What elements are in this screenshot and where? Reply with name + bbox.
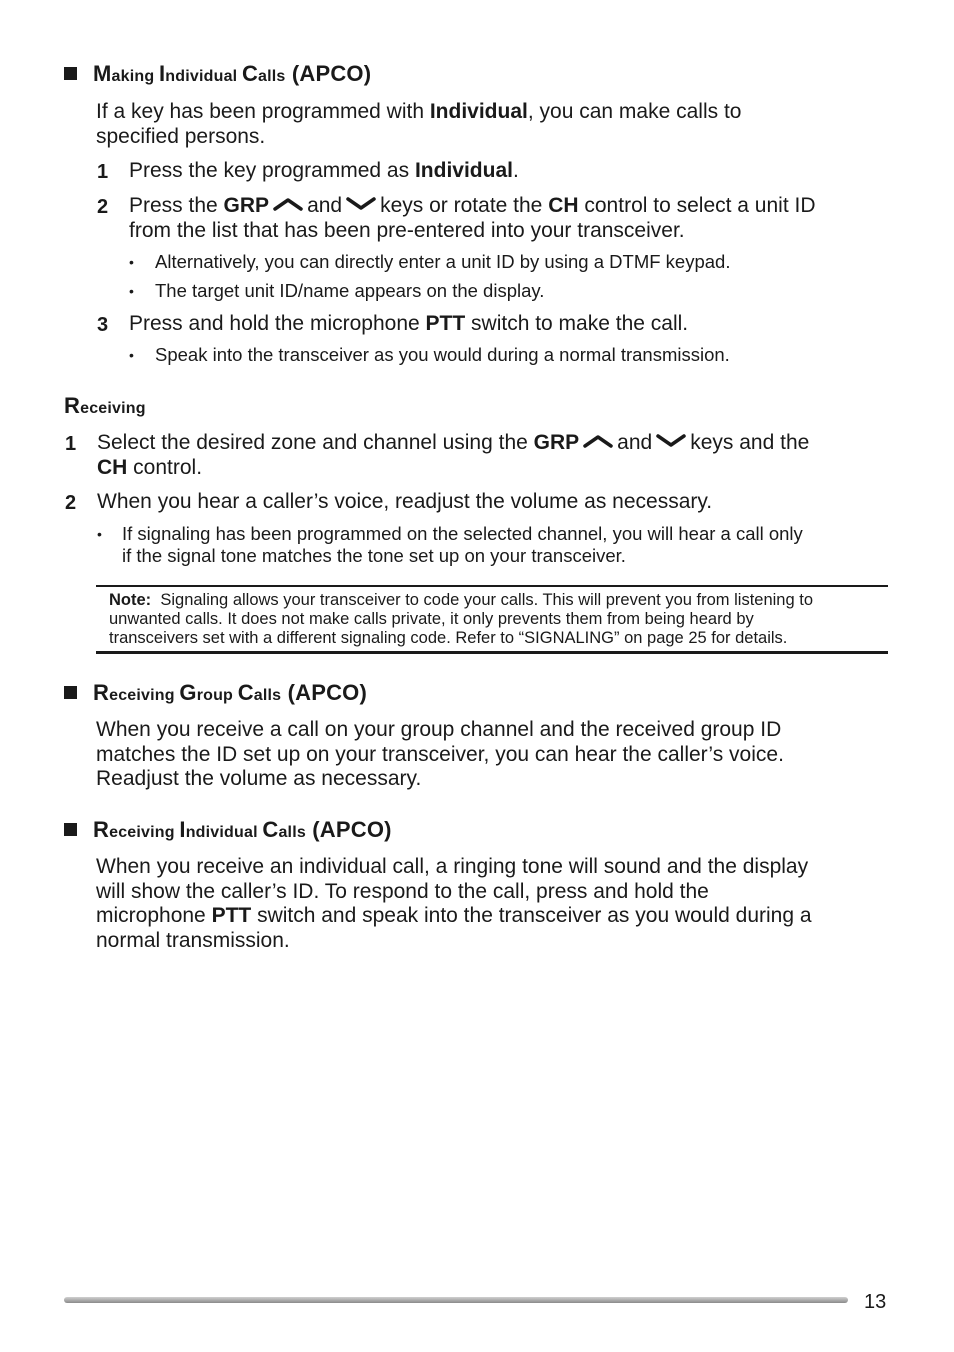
heading-receiving-group-calls: Receiving Group Calls (APCO) <box>64 680 367 706</box>
step-number: 3 <box>97 314 109 336</box>
making-step-2-bullet-1: Alternatively, you can directly enter a unit ID by using a DTMF keypad. <box>155 251 731 272</box>
note-text: Note: Signaling allows your transceiver to code your calls. This will prevent you from listening to unwanted calls. It does not make calls private, it only prevents them from being heard by transceivers set with a different signaling code. Refer to “SIGNALING” on page 25 for details. <box>109 591 814 647</box>
heading-receiving-individual-calls: Receiving Individual Calls (APCO) <box>64 817 392 843</box>
making-step-3-bullet-1: Speak into the transceiver as you would during a normal transmission. <box>155 344 730 365</box>
square-bullet-icon <box>64 67 77 80</box>
heading-receiving: Receiving <box>64 393 146 418</box>
step-number: 1 <box>65 433 77 455</box>
making-step-2: Press the GRP and keys or rotate the CH control to select a unit ID from the list that has been pre-entered into your transceiver. <box>129 194 816 242</box>
chevron-down-icon <box>656 434 686 448</box>
receiving-step-1: Select the desired zone and channel using the GRP and keys and the CH control. <box>97 431 810 479</box>
receiving-step-2: When you hear a caller’s voice, readjust the volume as necessary. <box>97 490 713 513</box>
bullet-dot: • <box>129 254 134 270</box>
square-bullet-icon <box>64 823 77 836</box>
footer-rule <box>64 1297 848 1303</box>
making-step-2-bullet-2: The target unit ID/name appears on the display. <box>155 280 545 301</box>
bullet-dot: • <box>129 283 134 299</box>
chevron-down-icon <box>346 197 376 211</box>
step-number: 2 <box>97 196 109 218</box>
heading-making-individual-calls: Making Individual Calls (APCO) <box>64 61 371 87</box>
page-number: 13 <box>864 1291 887 1313</box>
square-bullet-icon <box>64 686 77 699</box>
chevron-up-icon <box>583 434 613 448</box>
individual-calls-paragraph: When you receive an individual call, a ringing tone will sound and the display will show the caller’s ID. To respond to the call, press and hold the microphone PTT switch and speak into the transceiver as you would during a normal transmission. <box>96 855 812 952</box>
step-number: 1 <box>97 161 109 183</box>
making-step-1: Press the key programmed as Individual. <box>129 159 519 182</box>
note-label: Note: <box>109 591 152 609</box>
chevron-up-icon <box>273 197 303 211</box>
making-step-3: Press and hold the microphone PTT switch to make the call. <box>129 312 689 335</box>
note-box <box>96 585 888 654</box>
bullet-dot: • <box>97 526 102 542</box>
step-number: 2 <box>65 492 77 514</box>
bullet-dot: • <box>129 347 134 363</box>
making-intro: If a key has been programmed with Individual, you can make calls to specified persons. <box>96 100 742 148</box>
receiving-step-2-bullet: If signaling has been programmed on the selected channel, you will hear a call only if the signal tone matches the tone set up on your transceiver. <box>122 523 803 566</box>
group-calls-paragraph: When you receive a call on your group channel and the received group ID matches the ID set up on your transceiver, you can hear the caller’s voice. Readjust the volume as necessary. <box>96 718 784 790</box>
